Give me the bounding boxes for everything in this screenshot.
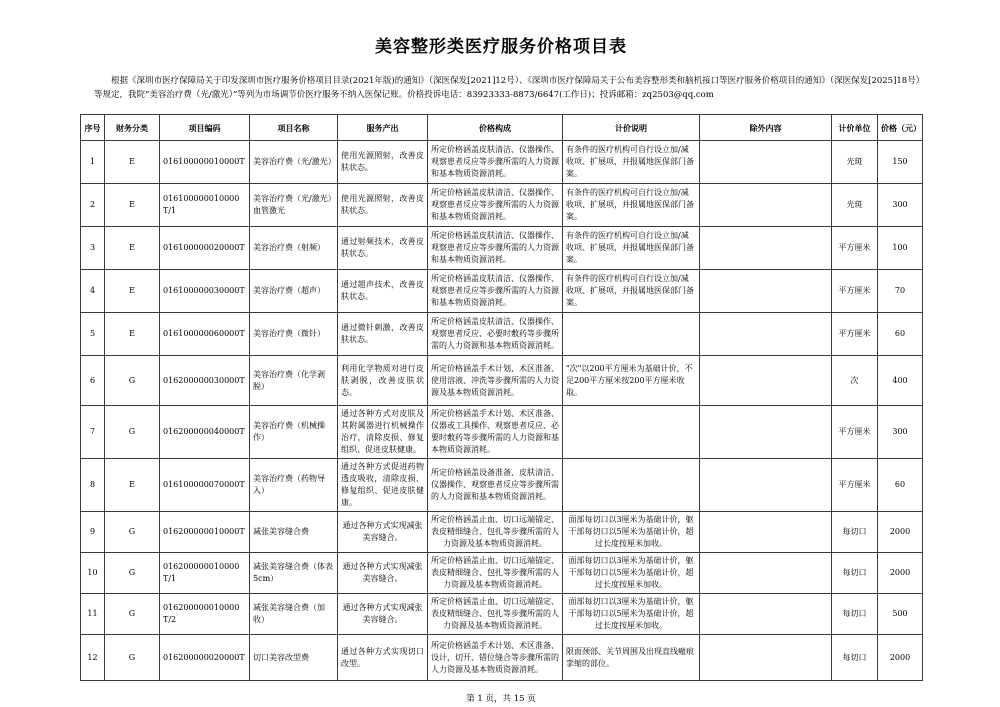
cell-note: "次"以200平方厘米为基础计价，不足200平方厘米按200平方厘米收取。 [563,356,700,406]
table-row [81,141,923,184]
cell-category: G [105,406,160,459]
header-price: 价格（元） [878,115,923,141]
cell-num: 10 [81,553,105,594]
cell-composition: 所定价格涵盖皮肤清洁、仪器操作、观察患者反应等步骤所需的人力资源和基本物质资源消耗。 [428,141,563,184]
cell-exclusion [700,594,832,635]
cell-output: 通过射频技术，改善皮肤状态。 [338,227,428,270]
cell-exclusion [700,184,832,227]
cell-note [563,406,700,459]
cell-note: 有条件的医疗机构可自行设立加/减收项、扩展项，并报属地医保部门备案。 [563,141,700,184]
cell-num: 4 [81,270,105,313]
cell-output: 通过各种方式促进药物透皮吸收，清除皮损、修复组织、促进皮肤健康。 [338,459,428,512]
cell-category: E [105,141,160,184]
table-row [81,270,923,313]
cell-composition: 所定价格涵盖手术计划、术区准备、使用溶液、冲洗等步骤所需的人力资源及基本物质资源消耗。 [428,356,563,406]
cell-note: 有条件的医疗机构可自行设立加/减收项、扩展项，并报属地医保部门备案。 [563,227,700,270]
cell-output: 通过各种方式实现减张美容缝合。 [338,594,428,635]
cell-num: 7 [81,406,105,459]
cell-unit: 每切口 [832,553,878,594]
table-row [81,459,923,512]
cell-note: 面部每切口以3厘米为基础计价，躯干部每切口以5厘米为基础计价，超过长度按厘米加收。 [563,553,700,594]
cell-category: G [105,594,160,635]
cell-unit: 光斑 [832,184,878,227]
cell-price: 2000 [878,512,923,553]
cell-price: 300 [878,184,923,227]
cell-note: 面部每切口以3厘米为基础计价，躯干部每切口以5厘米为基础计价，超过长度按厘米加收。 [563,594,700,635]
cell-category: E [105,227,160,270]
cell-code: 016200000010000T/1 [160,553,250,594]
table-row [81,227,923,270]
cell-exclusion [700,270,832,313]
cell-name: 美容治疗费（射频） [250,227,338,270]
table-row [81,512,923,553]
cell-composition: 所定价格涵盖止血、切口远端锚定、表皮精细缝合、包扎等步骤所需的人力资源及基本物质资源消耗。 [428,512,563,553]
cell-output: 通过各种方式实现切口改型。 [338,635,428,681]
cell-code: 016200000010000T [160,512,250,553]
header-row [81,115,923,141]
cell-unit: 每切口 [832,594,878,635]
cell-output: 通过微针刺激，改善皮肤状态。 [338,313,428,356]
cell-name: 美容治疗费（机械操作） [250,406,338,459]
cell-code: 016200000010000T/2 [160,594,250,635]
cell-num: 2 [81,184,105,227]
table-row [81,594,923,635]
cell-unit: 光斑 [832,141,878,184]
cell-name: 美容治疗费（光/激光） [250,141,338,184]
cell-name: 美容治疗费（微针） [250,313,338,356]
cell-name: 减张美容缝合费 [250,512,338,553]
cell-note [563,459,700,512]
cell-price: 300 [878,406,923,459]
cell-code: 016100000070000T [160,459,250,512]
cell-num: 5 [81,313,105,356]
cell-price: 150 [878,141,923,184]
cell-num: 9 [81,512,105,553]
cell-composition: 所定价格涵盖设备准备、皮肤清洁、仪器操作、观察患者反应等步骤所需的人力资源和基本物质资源消耗。 [428,459,563,512]
cell-name: 美容治疗费（光/激光）血管激光 [250,184,338,227]
table-row [81,635,923,681]
cell-category: G [105,635,160,681]
cell-price: 70 [878,270,923,313]
cell-unit: 平方厘米 [832,227,878,270]
cell-exclusion [700,635,832,681]
cell-num: 6 [81,356,105,406]
table-row [81,406,923,459]
cell-price: 60 [878,459,923,512]
cell-name: 减张美容缝合费（体表5cm） [250,553,338,594]
cell-num: 1 [81,141,105,184]
cell-category: E [105,459,160,512]
cell-unit: 平方厘米 [832,406,878,459]
cell-note [563,313,700,356]
cell-unit: 平方厘米 [832,459,878,512]
table-row [81,553,923,594]
cell-num: 12 [81,635,105,681]
cell-name: 美容治疗费（药物导入） [250,459,338,512]
cell-num: 8 [81,459,105,512]
table-row [81,184,923,227]
cell-output: 通过超声技术，改善皮肤状态。 [338,270,428,313]
cell-exclusion [700,459,832,512]
table-header [81,115,923,141]
cell-composition: 所定价格涵盖止血、切口远端锚定、表皮精细缝合、包扎等步骤所需的人力资源及基本物质资源消耗。 [428,594,563,635]
cell-unit: 每切口 [832,512,878,553]
cell-name: 美容治疗费（化学剥脱） [250,356,338,406]
cell-code: 016100000010000T/1 [160,184,250,227]
cell-category: G [105,553,160,594]
cell-name: 美容治疗费（超声） [250,270,338,313]
cell-exclusion [700,553,832,594]
cell-category: E [105,313,160,356]
cell-exclusion [700,141,832,184]
cell-note: 限面颈部、关节周围及出现直线瘢痕挛缩的部位。 [563,635,700,681]
header-unit: 计价单位 [832,115,878,141]
header-composition: 价格构成 [428,115,563,141]
cell-unit: 次 [832,356,878,406]
cell-output: 通过各种方式实现减张美容缝合。 [338,553,428,594]
cell-num: 11 [81,594,105,635]
cell-composition: 所定价格涵盖皮肤清洁、仪器操作、观察患者反应等步骤所需的人力资源和基本物质资源消耗。 [428,270,563,313]
cell-num: 3 [81,227,105,270]
cell-code: 016200000030000T [160,356,250,406]
cell-output: 使用光源照射，改善皮肤状态。 [338,184,428,227]
cell-composition: 所定价格涵盖手术计划、术区准备、仪器或工具操作、观察患者反应、必要时敷药等步骤所需的人力资源和基本物质资源消耗。 [428,406,563,459]
cell-category: G [105,512,160,553]
cell-note: 有条件的医疗机构可自行设立加/减收项、扩展项，并报属地医保部门备案。 [563,184,700,227]
cell-category: E [105,184,160,227]
header-name: 项目名称 [250,115,338,141]
header-code: 项目编码 [160,115,250,141]
cell-unit: 每切口 [832,635,878,681]
cell-exclusion [700,512,832,553]
cell-price: 500 [878,594,923,635]
cell-category: E [105,270,160,313]
cell-code: 016100000060000T [160,313,250,356]
cell-price: 60 [878,313,923,356]
cell-price: 2000 [878,635,923,681]
cell-composition: 所定价格涵盖皮肤清洁、仪器操作、观察患者反应等步骤所需的人力资源和基本物质资源消耗。 [428,184,563,227]
cell-exclusion [700,356,832,406]
cell-code: 016100000010000T [160,141,250,184]
cell-composition: 所定价格涵盖止血、切口远端锚定、表皮精细缝合、包扎等步骤所需的人力资源及基本物质资源消耗。 [428,553,563,594]
cell-composition: 所定价格涵盖皮肤清洁、仪器操作、观察患者反应、必要时敷药等步骤所需的人力资源和基本物质资源消耗。 [428,313,563,356]
page-title: 美容整形类医疗服务价格项目表 [375,37,627,57]
intro-paragraph: 根据《深圳市医疗保障局关于印发深圳市医疗服务价格项目目录(2021年版)的通知》（深医保发[2021]12号）、《深圳市医疗保障局关于公布美容整形类和脑机接口等医疗服务价格项目的通知》（深医保发[2025]18号）等规定，我院“美容治疗费（光/激光）”等列为市场调节价医疗服务不纳入医保记账。价格投诉电话：83923333-8873/6647(工作日)；投诉邮箱：zq2503@qq.com [94,76,920,100]
table-row [81,313,923,356]
header-output: 服务产出 [338,115,428,141]
cell-category: G [105,356,160,406]
cell-exclusion [700,313,832,356]
cell-note: 有条件的医疗机构可自行设立加/减收项、扩展项，并报属地医保部门备案。 [563,270,700,313]
cell-unit: 平方厘米 [832,313,878,356]
cell-exclusion [700,406,832,459]
table-row [81,356,923,406]
price-table [80,114,923,681]
cell-output: 使用光源照射，改善皮肤状态。 [338,141,428,184]
cell-note: 面部每切口以3厘米为基础计价，躯干部每切口以5厘米为基础计价，超过长度按厘米加收。 [563,512,700,553]
cell-name: 减张美容缝合费（加收） [250,594,338,635]
header-category: 财务分类 [105,115,160,141]
cell-output: 通过各种方式对皮肤及其附属器进行机械操作治疗，清除皮损、修复组织、促进皮肤健康。 [338,406,428,459]
header-note: 计价说明 [563,115,700,141]
cell-price: 2000 [878,553,923,594]
price-table-body [81,141,923,681]
cell-output: 通过各种方式实现减张美容缝合。 [338,512,428,553]
cell-code: 016100000020000T [160,227,250,270]
cell-code: 016200000020000T [160,635,250,681]
cell-price: 400 [878,356,923,406]
cell-name: 切口美容改型费 [250,635,338,681]
cell-output: 利用化学物质对进行皮肤剥脱，改善皮肤状态。 [338,356,428,406]
page-number: 第 1 页，共 15 页 [466,694,536,705]
cell-composition: 所定价格涵盖皮肤清洁、仪器操作、观察患者反应等步骤所需的人力资源和基本物质资源消耗。 [428,227,563,270]
cell-unit: 平方厘米 [832,270,878,313]
header-exclusion: 除外内容 [700,115,832,141]
cell-code: 016200000040000T [160,406,250,459]
cell-exclusion [700,227,832,270]
cell-composition: 所定价格涵盖手术计划、术区准备、设计，切开、错位缝合等步骤所需的人力资源及基本物质资源消耗。 [428,635,563,681]
cell-price: 100 [878,227,923,270]
header-num: 序号 [81,115,105,141]
cell-code: 016100000030000T [160,270,250,313]
